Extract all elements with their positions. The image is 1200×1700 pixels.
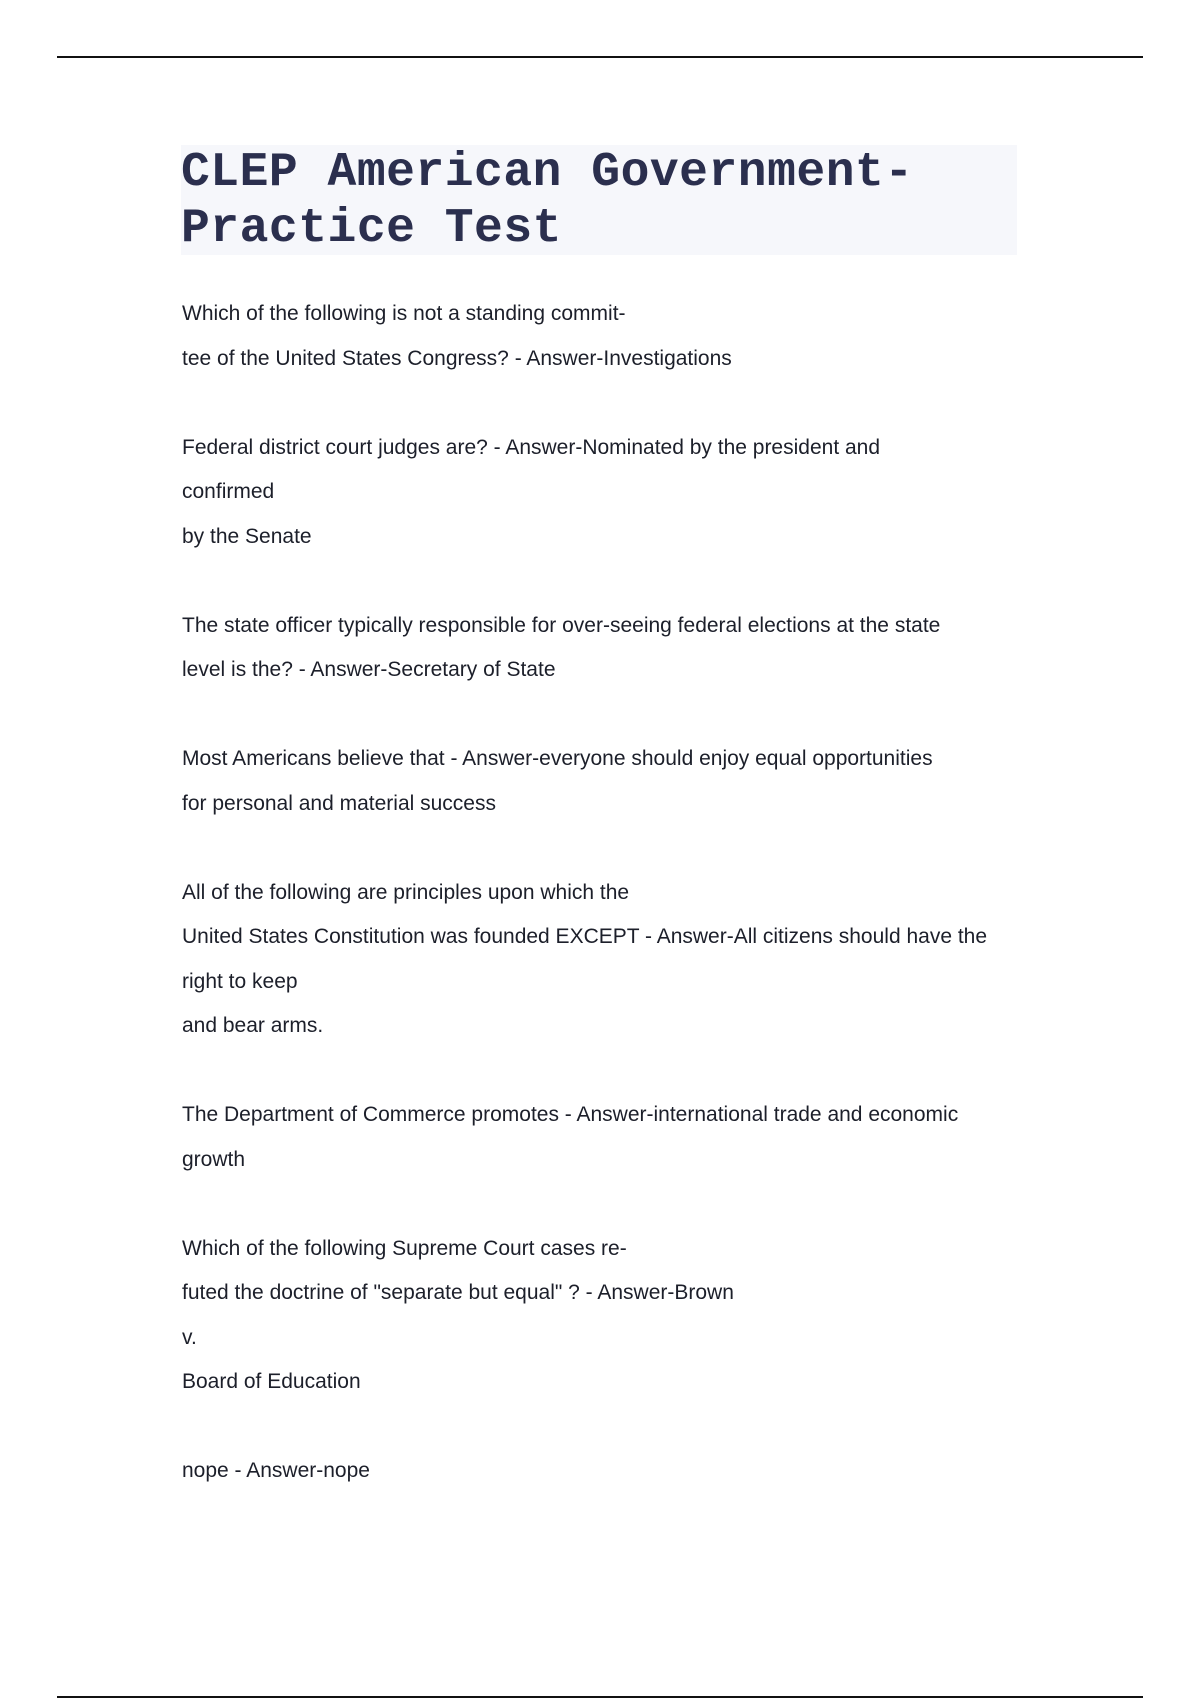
qa-item-4: Most Americans believe that - Answer-everyone should enjoy equal opportunities for personal and material success (182, 747, 933, 815)
qa-item-7: Which of the following Supreme Court cases re- futed the doctrine of "separate but equal" ? - Answer-Brown v. Board of Education (182, 1236, 734, 1393)
qa-item-3: The state officer typically responsible for over-seeing federal elections at the state level is the? - Answer-Secretary of State (182, 613, 941, 681)
title-block (181, 145, 1017, 255)
qa-item-2: Federal district court judges are? - Answer-Nominated by the president and confirmed by the Senate (182, 435, 881, 548)
top-divider (57, 56, 1143, 58)
qa-item-6: The Department of Commerce promotes - Answer-international trade and economic growth (182, 1103, 959, 1171)
document-title (181, 145, 1017, 257)
qa-item-1: Which of the following is not a standing commit- tee of the United States Congress? - Answer-Investigations (182, 302, 732, 370)
title-line-1: CLEP American Government- (181, 146, 914, 200)
qa-item-5: All of the following are principles upon which the United States Constitution was founded EXCEPT - Answer-All citizens should have the right to keep and bear arms. (182, 880, 988, 1037)
title-line-2: Practice Test (181, 202, 562, 256)
qa-item-8: nope - Answer-nope (182, 1459, 370, 1482)
bottom-divider (57, 1696, 1143, 1698)
qa-list (182, 292, 1022, 1538)
